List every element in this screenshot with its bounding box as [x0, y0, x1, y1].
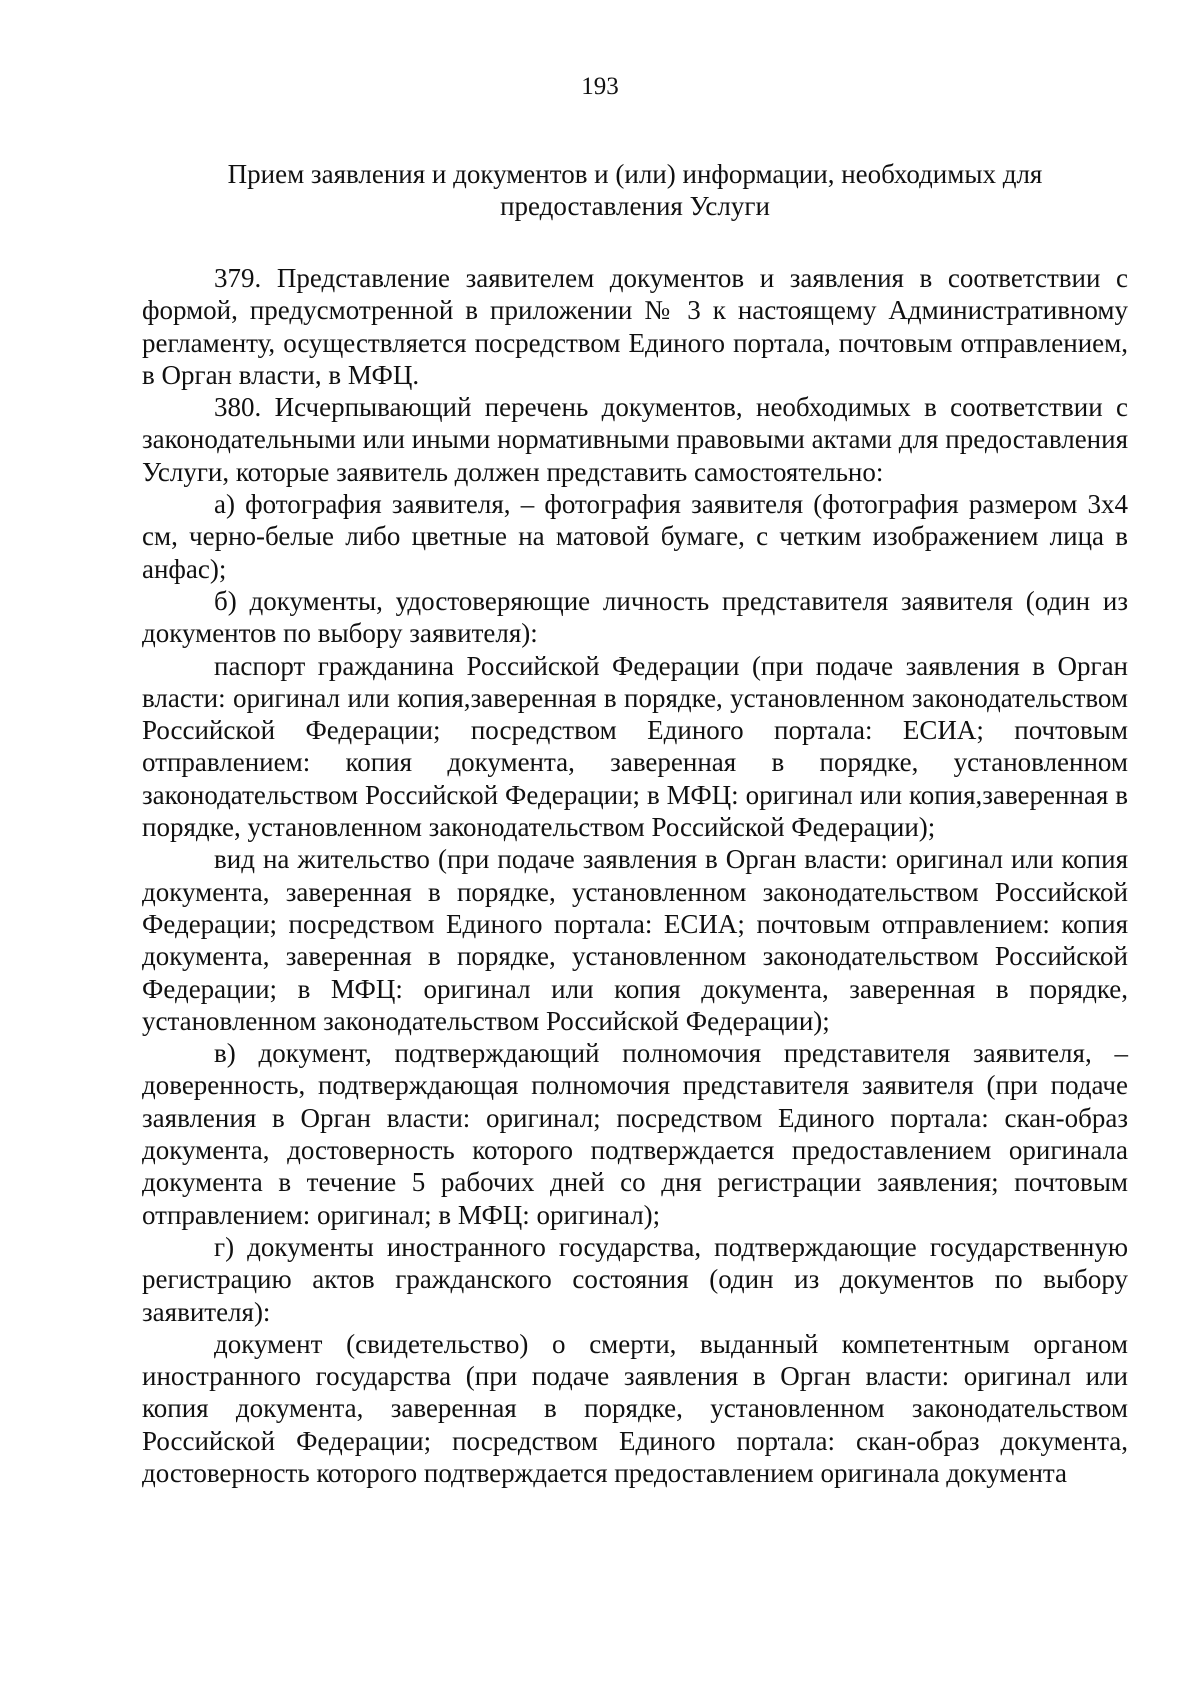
heading-line-2: предоставления Услуги [500, 191, 770, 221]
residence-permit-paragraph: вид на жительство (при подаче заявления в Орган власти: оригинал или копия документа, заверенная в порядке, установленном законодательством Российской Федерации; посредством Единого портала: ЕСИА; почтовым отправлением: копия документа, заверенная в порядке, установленном законодательством Российской Федерации; в МФЦ: оригинал или копия документа, заверенная в порядке, установленном законодательством Российской Федерации); [142, 844, 1128, 1036]
paragraph-379: 379. Представление заявителем документов и заявления в соответствии с формой, предусмотренной в приложении № 3 к настоящему Административному регламенту, осуществляется посредством Единого портала, почтовым отправлением, в Орган власти, в МФЦ. [142, 263, 1128, 390]
item-a-photo: а) фотография заявителя, – фотография заявителя (фотография размером 3х4 см, черно-белые либо цветные на матовой бумаге, с четким изображением лица в анфас); [142, 489, 1128, 584]
death-certificate-paragraph: документ (свидетельство) о смерти, выданный компетентным органом иностранного государства (при подаче заявления в Орган власти: оригинал или копия документа, заверенная в порядке, установленном законодательством Российской Федерации; посредством Единого портала: скан-образ документа, достоверность которого подтверждается предоставлением оригинала документа [142, 1328, 1128, 1488]
item-g-foreign-documents: г) документы иностранного государства, подтверждающие государственную регистрацию актов гражданского состояния (один из документов по выбору заявителя): [142, 1231, 1128, 1327]
section-heading [142, 158, 1128, 222]
paragraph-380: 380. Исчерпывающий перечень документов, необходимых в соответствии с законодательными или иными нормативными правовыми актами для предоставления Услуги, которые заявитель должен представить самостоятельно: [142, 392, 1128, 487]
item-b-identity-documents: б) документы, удостоверяющие личность представителя заявителя (один из документов по выбору заявителя): [142, 585, 1128, 649]
passport-paragraph: паспорт гражданина Российской Федерации (при подаче заявления в Орган власти: оригинал или копия,заверенная в порядке, установленном законодательством Российской Федерации; посредством Единого портала: ЕСИА; почтовым отправлением: копия документа, заверенная в порядке, установленном законодательством Российской Федерации; в МФЦ: оригинал или копия,заверенная в порядке, установленном законодательством Российской Федерации); [142, 650, 1128, 843]
body-text [142, 262, 1128, 1489]
item-v-power-of-attorney: в) документ, подтверждающий полномочия представителя заявителя, – доверенность, подтверждающая полномочия представителя заявителя (при подаче заявления в Орган власти: оригинал; посредством Единого портала: скан-образ документа, достоверность которого подтверждается предоставлением оригинала документа в течение 5 рабочих дней со дня регистрации заявления; почтовым отправлением: оригинал; в МФЦ: оригинал); [142, 1038, 1128, 1230]
page-number: 193 [581, 73, 619, 100]
heading-line-1: Прием заявления и документов и (или) информации, необходимых для [227, 159, 1043, 189]
